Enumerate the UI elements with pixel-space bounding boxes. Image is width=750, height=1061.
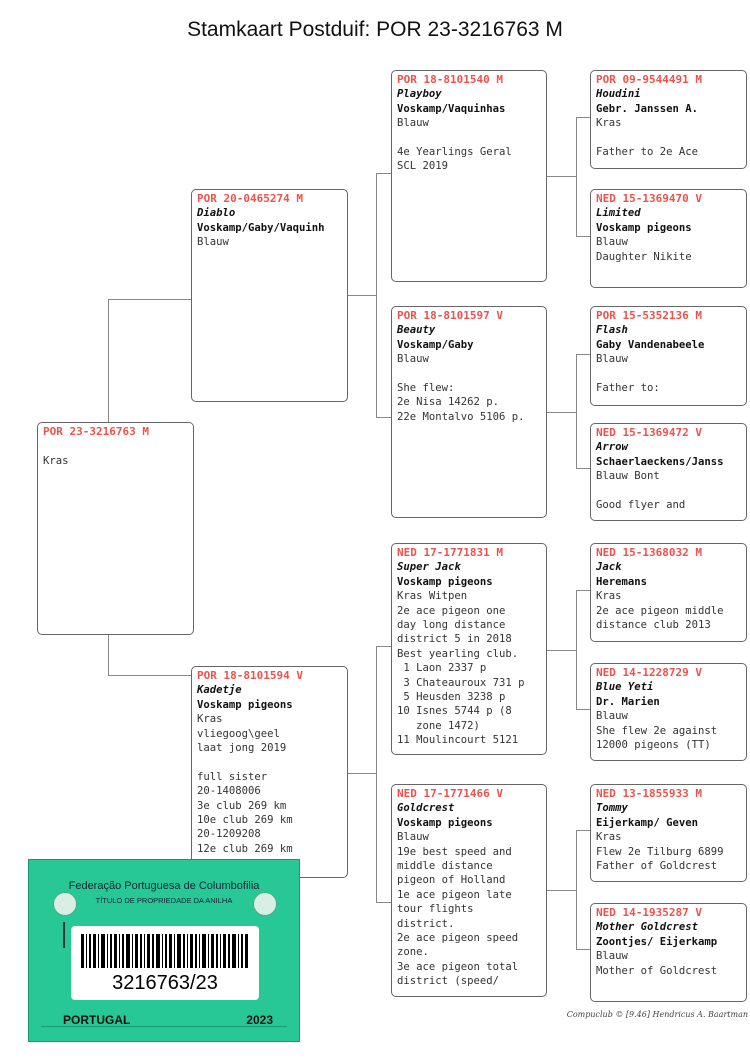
card-line: Flew 2e Tilburg 6899 (596, 845, 724, 858)
card-line: laat jong 2019 (197, 742, 287, 755)
card-line: 4e Yearlings Geral (397, 146, 512, 159)
breeder-name: Voskamp pigeons (397, 816, 493, 829)
blank-line (397, 367, 541, 381)
pigeon-card-ss-sire[interactable] (590, 70, 747, 169)
connector (376, 646, 377, 902)
ring-number: NED 17-1771466 V (397, 787, 503, 800)
connector (547, 412, 576, 413)
pigeon-card-sd-sire[interactable] (590, 306, 747, 406)
blank-line (397, 131, 541, 145)
card-line: Blauw (397, 831, 429, 844)
card-line: Blauw (596, 710, 628, 723)
card-line: 2e ace pigeon one (397, 604, 506, 617)
card-line: Daughter Nikite (596, 250, 692, 263)
ring-number: POR 20-0465274 M (197, 192, 303, 205)
card-line: middle distance (397, 860, 493, 873)
card-line: distance club 2013 (596, 619, 711, 632)
pigeon-name: Goldcrest (397, 802, 455, 815)
card-line: Kras (197, 713, 223, 726)
ring-number: NED 15-1369472 V (596, 426, 702, 439)
breeder-name: Gebr. Janssen A. (596, 102, 699, 115)
connector (576, 949, 590, 950)
blank-line (197, 755, 342, 769)
ring-ownership-card (28, 859, 300, 1042)
pigeon-name: Jack (596, 561, 622, 574)
breeder-name: Voskamp/Gaby/Vaquinh (197, 221, 325, 234)
card-line: 3e ace pigeon total (397, 960, 519, 973)
ring-number: POR 18-8101594 V (197, 669, 303, 682)
breeder-name: Voskamp pigeons (197, 698, 293, 711)
pigeon-card-ds-dam[interactable] (590, 663, 747, 761)
page-title: Stamkaart Postduif: POR 23-3216763 M (187, 18, 563, 41)
card-line: pigeon of Holland (397, 874, 506, 887)
card-line: 20-1209208 (197, 828, 261, 841)
connector (376, 173, 392, 174)
card-line: 12000 pigeons (TT) (596, 739, 711, 752)
card-line: 10e club 269 km (197, 814, 293, 827)
card-line: vliegoog\geel (197, 727, 280, 740)
card-line: Kras (596, 831, 622, 844)
ring-number: NED 14-1935287 V (596, 906, 702, 919)
card-line: 3 Chateauroux 731 p (397, 676, 525, 689)
card-line: Blauw (197, 236, 229, 249)
card-line: 20-1408006 (197, 785, 261, 798)
breeder-name: Voskamp pigeons (596, 221, 692, 234)
barcode-icon (81, 934, 249, 968)
breeder-name: Gaby Vandenabeele (596, 338, 705, 351)
connector (108, 675, 191, 676)
pigeon-card-ss-dam[interactable] (590, 189, 747, 288)
card-line: zone 1472) (397, 719, 480, 732)
connector (348, 773, 376, 774)
card-line: Mother of Goldcrest (596, 964, 718, 977)
pigeon-card-dam[interactable] (191, 666, 348, 878)
pigeon-name: Houdini (596, 88, 641, 101)
card-line: 1e ace pigeon late (397, 888, 512, 901)
ring-number: POR 18-8101597 V (397, 309, 503, 322)
pigeon-name: Beauty (397, 324, 436, 337)
card-line: full sister (197, 770, 268, 783)
card-line: Blauw (397, 117, 429, 130)
pigeon-card-dam-sire[interactable] (391, 543, 547, 755)
breeder-name: Voskamp/Gaby (397, 338, 474, 351)
card-line: day long distance (397, 619, 506, 632)
breeder-name: Voskamp/Vaquinhas (397, 102, 506, 115)
pigeon-name: Super Jack (397, 561, 461, 574)
card-line: 10 Isnes 5744 p (8 (397, 705, 512, 718)
connector (547, 650, 576, 651)
card-line: Kras (596, 590, 622, 603)
card-line: Kras (596, 117, 622, 130)
pin-mark (63, 922, 65, 948)
connector (108, 299, 191, 300)
connector (547, 890, 576, 891)
pigeon-card-dam-dam[interactable] (391, 784, 547, 997)
card-line: Father to 2e Ace (596, 146, 699, 159)
card-line: 1 Laon 2337 p (397, 662, 487, 675)
connector (576, 117, 590, 118)
ring-code: 3216763/23 (112, 972, 218, 994)
pigeon-name: Limited (596, 207, 641, 220)
card-line: Good flyer and (596, 499, 686, 512)
ring-number: NED 13-1855933 M (596, 787, 702, 800)
card-line: Father to: (596, 382, 660, 395)
pigeon-name: Playboy (397, 88, 442, 101)
blank-line (596, 131, 741, 145)
card-line: She flew 2e against (596, 724, 718, 737)
connector (576, 830, 577, 949)
pigeon-name: Diablo (197, 207, 236, 220)
ring-number: POR 09-9544491 M (596, 73, 702, 86)
ring-number: NED 15-1368032 M (596, 546, 702, 559)
connector (376, 173, 377, 417)
breeder-name: Schaerlaeckens/Janss (596, 455, 724, 468)
footer-credit: Compuclub © [9.46] Hendricus A. Baartman (566, 1010, 748, 1019)
pigeon-card-sd-dam[interactable] (590, 423, 747, 521)
connector (376, 902, 392, 903)
ring-number: POR 23-3216763 M (43, 425, 149, 438)
pigeon-name: Flash (596, 324, 628, 337)
breeder-name: Heremans (596, 575, 648, 588)
card-line: 12e club 269 km (197, 842, 293, 855)
pigeon-name: Mother Goldcrest (596, 921, 699, 934)
ownership-title: TÍTULO DE PROPRIEDADE DA ANILHA (95, 896, 233, 905)
connector (576, 830, 590, 831)
pigeon-card-subject[interactable] (37, 422, 194, 635)
card-line: Kras Witpen (397, 590, 468, 603)
pigeon-name: Arrow (596, 441, 628, 454)
pigeon-card-ds-sire[interactable] (590, 543, 747, 642)
ring-number: NED 15-1369470 V (596, 192, 702, 205)
year-label: 2023 (246, 1013, 273, 1027)
card-line: 2e ace pigeon speed (397, 932, 519, 945)
ring-number: POR 18-8101540 M (397, 73, 503, 86)
card-line: district (speed/ (397, 975, 500, 988)
card-line: zone. (397, 946, 429, 959)
pigeon-card-sire[interactable] (191, 189, 348, 402)
card-line: 2e Nisa 14262 p. (397, 396, 500, 409)
pigeon-card-dd-dam[interactable] (590, 903, 747, 1002)
blank-line (43, 439, 188, 453)
card-line: district. (397, 917, 455, 930)
card-line: Blauw (596, 236, 628, 249)
connector (576, 117, 577, 236)
breeder-name: Dr. Marien (596, 695, 660, 708)
pigeon-name: Blue Yeti (596, 681, 654, 694)
connector (376, 417, 392, 418)
card-line: tour flights (397, 903, 474, 916)
card-line: She flew: (397, 382, 455, 395)
ring-number: NED 17-1771831 M (397, 546, 503, 559)
card-line: 19e best speed and (397, 845, 512, 858)
card-line: 3e club 269 km (197, 799, 287, 812)
connector (576, 709, 590, 710)
pigeon-card-sire-sire[interactable] (391, 70, 547, 282)
ring-number: NED 14-1228729 V (596, 666, 702, 679)
connector (576, 354, 577, 468)
card-line: district 5 in 2018 (397, 633, 512, 646)
card-line: Kras (43, 454, 69, 467)
breeder-name: Zoontjes/ Eijerkamp (596, 935, 718, 948)
barcode-panel (71, 926, 259, 1000)
card-line: Blauw Bont (596, 470, 660, 483)
card-line: 2e ace pigeon middle (596, 604, 724, 617)
connector (576, 354, 590, 355)
ring-number: POR 15-5352136 M (596, 309, 702, 322)
connector (576, 236, 590, 237)
card-line: Father of Goldcrest (596, 860, 718, 873)
connector (576, 590, 577, 709)
breeder-name: Eijerkamp/ Geven (596, 816, 699, 829)
pigeon-name: Tommy (596, 802, 628, 815)
country-label: PORTUGAL (63, 1013, 131, 1027)
connector (576, 590, 590, 591)
connector (547, 176, 576, 177)
card-line: 22e Montalvo 5106 p. (397, 410, 525, 423)
card-line: Blauw (397, 353, 429, 366)
card-line: 11 Moulincourt 5121 (397, 734, 519, 747)
pigeon-card-sire-dam[interactable] (391, 306, 547, 518)
connector (376, 646, 392, 647)
federation-name: Federação Portuguesa de Columbofilia (68, 880, 260, 892)
connector (576, 468, 590, 469)
pigeon-card-dd-sire[interactable] (590, 784, 747, 882)
card-line: Best yearling club. (397, 647, 519, 660)
breeder-name: Voskamp pigeons (397, 575, 493, 588)
blank-line (596, 484, 741, 498)
connector (348, 295, 376, 296)
card-line: 5 Heusden 3238 p (397, 691, 506, 704)
card-line: Blauw (596, 950, 628, 963)
blank-line (596, 367, 741, 381)
card-line: Blauw (596, 353, 628, 366)
pigeon-name: Kadetje (197, 684, 242, 697)
card-line: SCL 2019 (397, 160, 449, 173)
